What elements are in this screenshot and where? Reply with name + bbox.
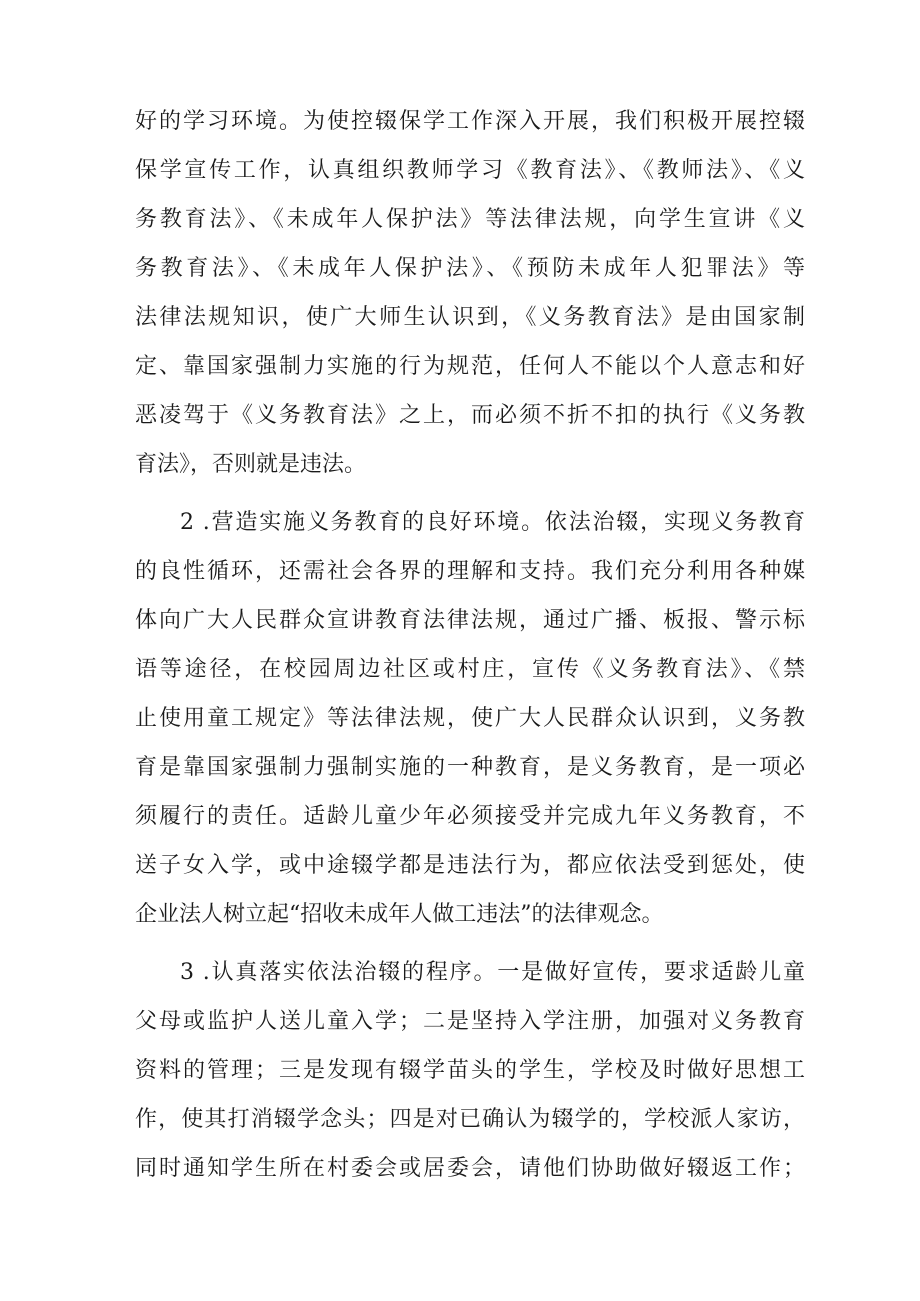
- paragraph-1-line: 育法》，否则就是违法。: [135, 452, 367, 477]
- paragraph-2-line: 育是靠国家强制力强制实施的一种教育，是义务教育，是一项必: [135, 755, 805, 780]
- paragraph-3-line: 3 .认真落实依法治辍的程序。一是做好宣传，要求适龄儿童: [180, 960, 805, 985]
- paragraph-2-line: 2 .营造实施义务教育的良好环境。依法治辍，实现义务教育: [180, 510, 805, 535]
- paragraph-2-line: 体向广大人民群众宣讲教育法律法规，通过广播、板报、警示标: [135, 608, 805, 633]
- paragraph-3-line: 资料的管理；三是发现有辍学苗头的学生，学校及时做好思想工: [135, 1058, 805, 1083]
- paragraph-2-line: 须履行的责任。适龄儿童少年必须接受并完成九年义务教育，不: [135, 804, 805, 829]
- paragraph-1-line: 保学宣传工作，认真组织教师学习《教育法》、《教师法》、《义: [135, 158, 805, 183]
- paragraph-1-line: 务教育法》、《未成年人保护法》、《预防未成年人犯罪法》等: [135, 256, 805, 281]
- paragraph-2-line: 的良性循环，还需社会各界的理解和支持。我们充分利用各种媒: [135, 559, 805, 584]
- paragraph-2-line: 送子女入学，或中途辍学都是违法行为，都应依法受到惩处，使: [135, 853, 805, 878]
- paragraph-2-line: 止使用童工规定》等法律法规，使广大人民群众认识到，义务教: [135, 706, 805, 731]
- paragraph-2-line: 企业法人树立起“招收未成年人做工违法”的法律观念。: [135, 902, 664, 927]
- paragraph-3-line: 作，使其打消辍学念头；四是对已确认为辍学的，学校派人家访，: [135, 1107, 805, 1132]
- paragraph-3-line: 父母或监护人送儿童入学；二是坚持入学注册，加强对义务教育: [135, 1009, 805, 1034]
- paragraph-1-line: 定、靠国家强制力实施的行为规范，任何人不能以个人意志和好: [135, 354, 805, 379]
- paragraph-1-line: 好的学习环境。为使控辍保学工作深入开展，我们积极开展控辍: [135, 109, 805, 134]
- paragraph-1-line: 法律法规知识，使广大师生认识到，《义务教育法》是由国家制: [135, 305, 805, 330]
- paragraph-3-line: 同时通知学生所在村委会或居委会，请他们协助做好辍返工作；: [135, 1156, 805, 1181]
- paragraph-1-line: 恶凌驾于《义务教育法》之上，而必须不折不扣的执行《义务教: [135, 403, 805, 428]
- paragraph-2-line: 语等途径，在校园周边社区或村庄，宣传《义务教育法》、《禁: [135, 657, 805, 682]
- paragraph-1-line: 务教育法》、《未成年人保护法》等法律法规，向学生宣讲《义: [135, 207, 805, 232]
